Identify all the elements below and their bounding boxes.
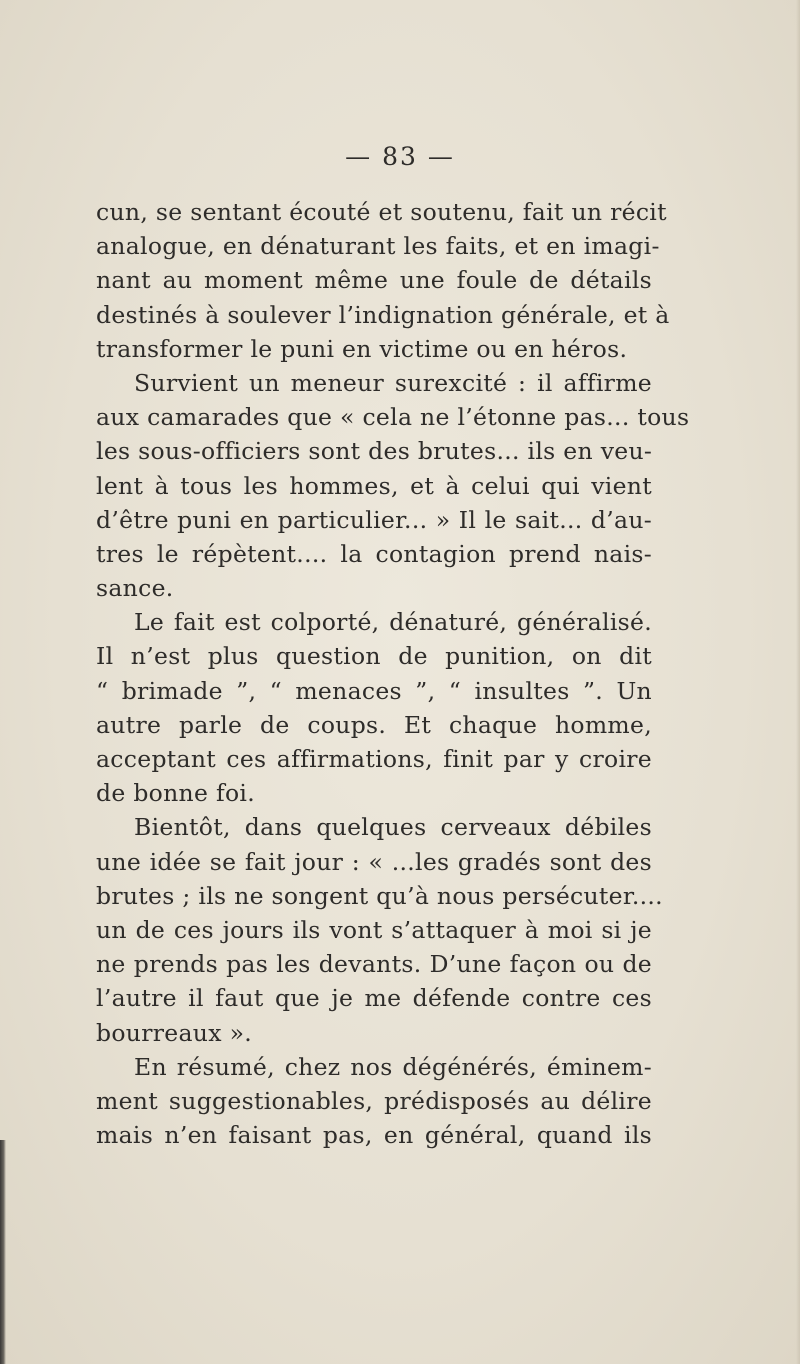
text-line: transformer le puni en victime ou en héros. <box>96 334 628 363</box>
text-line: nant au moment même une foule de détails <box>96 266 652 295</box>
text-line: Survient un meneur surexcité : il affirme <box>134 368 652 397</box>
text-line: ment suggestionables, prédisposés au délire <box>96 1086 652 1115</box>
page-edge-right <box>796 0 800 1364</box>
text-line: l’autre il faut que je me défende contre ces <box>96 984 652 1013</box>
text-line: brutes ; ils ne songent qu’à nous persécuter.... <box>96 881 663 910</box>
text-line: ne prends pas les devants. D’une façon ou de <box>96 950 652 979</box>
text-line: lent à tous les hommes, et à celui qui vient <box>96 471 652 500</box>
page-number: — 83 — <box>345 142 455 171</box>
text-line: Le fait est colporté, dénaturé, généralisé. <box>134 608 652 637</box>
text-line: d’être puni en particulier... » Il le sait... d’au- <box>96 505 652 534</box>
text-line: aux camarades que « cela ne l’étonne pas... tous <box>96 403 690 432</box>
text-line: cun, se sentant écouté et soutenu, fait un récit <box>96 198 667 226</box>
text-line: un de ces jours ils vont s’attaquer à moi si je <box>96 915 652 944</box>
text-line: tres le répètent.... la contagion prend nais- <box>96 539 652 568</box>
text-line: les sous-officiers sont des brutes... ils en veu- <box>96 437 653 466</box>
text-line: sance. <box>96 574 174 603</box>
page-edge-shadow <box>0 1140 6 1364</box>
text-line: destinés à soulever l’indignation générale, et à <box>96 300 670 329</box>
text-line: “ brimade ”, “ menaces ”, “ insultes ”. Un <box>96 676 652 705</box>
text-line: acceptant ces affirmations, finit par y croire <box>96 745 652 773</box>
text-line: Il n’est plus question de punition, on dit <box>96 642 652 671</box>
text-line: Bientôt, dans quelques cerveaux débiles <box>134 813 652 842</box>
text-line: analogue, en dénaturant les faits, et en imagi- <box>96 232 660 261</box>
text-line: mais n’en faisant pas, en général, quand ils <box>96 1121 652 1150</box>
body-text <box>96 195 690 1152</box>
text-line: de bonne foi. <box>96 779 255 808</box>
text-line: En résumé, chez nos dégénérés, éminem- <box>134 1052 652 1081</box>
text-line: autre parle de coups. Et chaque homme, <box>96 710 652 739</box>
text-line: bourreaux ». <box>96 1018 253 1047</box>
text-line: une idée se fait jour : « ...les gradés sont des <box>96 847 652 876</box>
